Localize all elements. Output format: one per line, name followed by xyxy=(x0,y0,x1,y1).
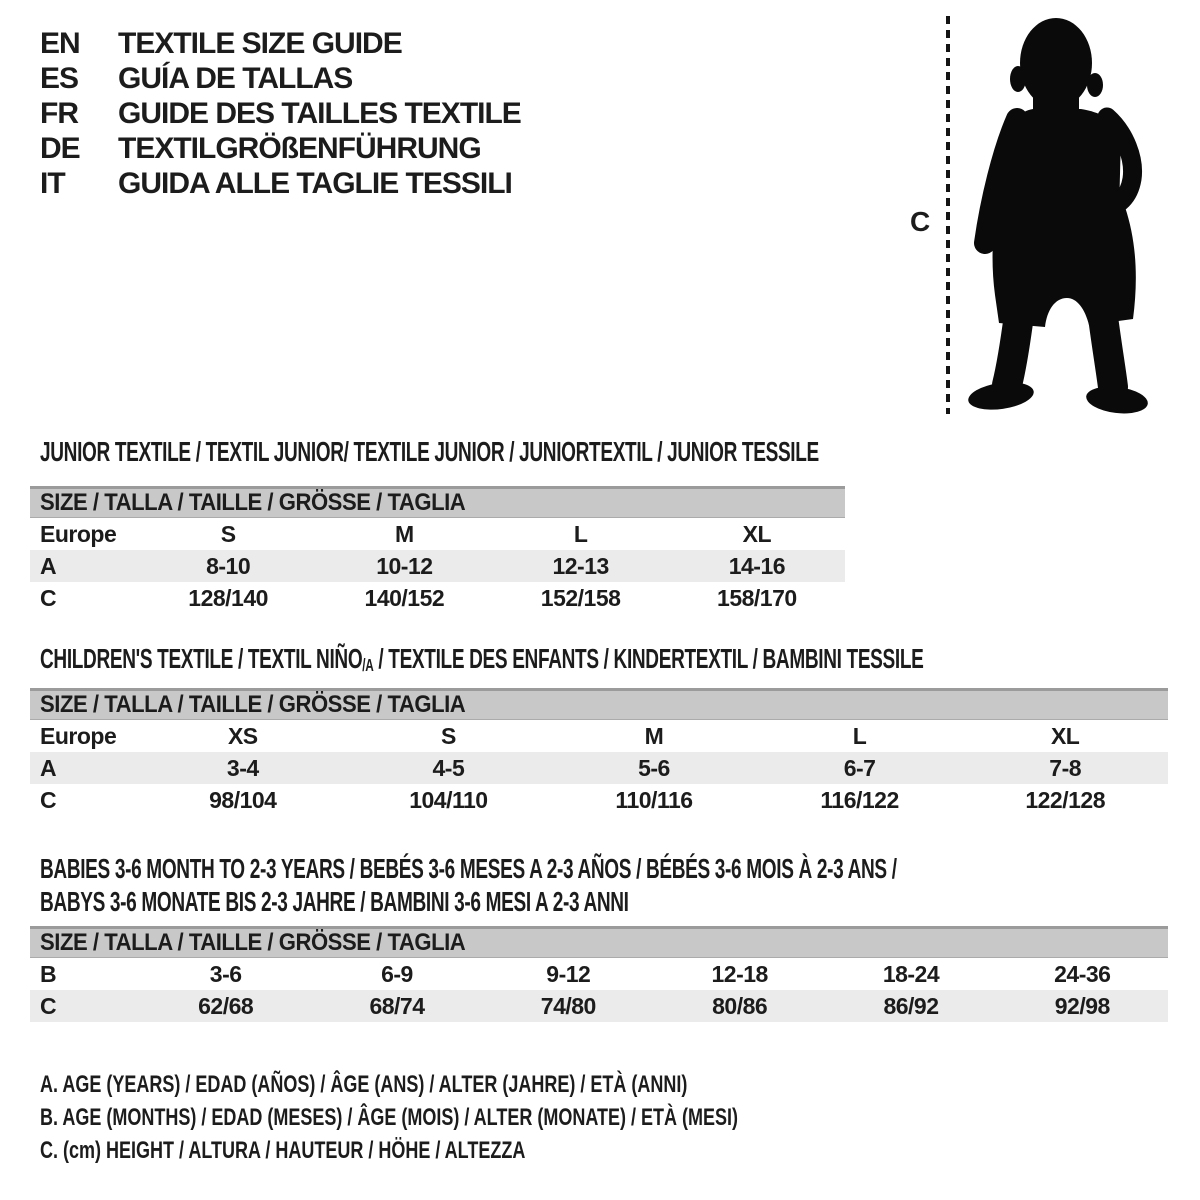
months-cell: 6-9 xyxy=(381,960,413,987)
age-cell: 3-4 xyxy=(226,754,259,781)
size-cell: M xyxy=(644,722,664,749)
table-row-age xyxy=(30,550,845,582)
age-cell: 14-16 xyxy=(728,552,786,579)
children-title-sub: /A xyxy=(362,655,374,676)
months-cell: 3-6 xyxy=(209,960,242,987)
height-cell: 80/86 xyxy=(712,992,768,1019)
babies-section-title xyxy=(40,852,1200,918)
legend-row-a xyxy=(40,1068,971,1101)
height-cell: 152/158 xyxy=(540,584,621,611)
months-cell: 18-24 xyxy=(882,960,940,987)
height-cell: 92/98 xyxy=(1054,992,1110,1019)
babies-size-table xyxy=(30,926,1168,1022)
height-measure-label: C xyxy=(910,206,931,237)
size-cell: M xyxy=(395,520,414,547)
height-cell: 158/170 xyxy=(717,584,797,611)
row-label: Europe xyxy=(40,520,117,547)
children-title-part2: / TEXTILE DES ENFANTS / KINDERTEXTIL / BAMBINI TESSILE xyxy=(373,643,924,674)
legend-text: A. AGE (YEARS) / EDAD (AÑOS) / ÂGE (ANS) / ALTER (JAHRE) / ETÀ (ANNI) xyxy=(40,1070,688,1098)
language-list xyxy=(40,26,521,201)
children-title-part1: CHILDREN'S TEXTILE / TEXTIL NIÑO xyxy=(40,643,363,674)
height-cell: 74/80 xyxy=(540,992,596,1019)
table-header xyxy=(30,486,845,518)
age-cell: 8-10 xyxy=(206,552,251,579)
babies-title-line2: BABYS 3-6 MONATE BIS 2-3 JAHRE / BAMBINI 3-6 MESI A 2-3 ANNI xyxy=(40,886,629,917)
months-cell: 9-12 xyxy=(546,960,591,987)
children-title-text xyxy=(40,645,924,679)
table-row-months xyxy=(30,958,1168,990)
language-row-de xyxy=(40,131,521,166)
size-cell: S xyxy=(440,722,456,749)
table-header-label: SIZE / TALLA / TAILLE / GRÖSSE / TAGLIA xyxy=(40,929,466,956)
height-cell: 68/74 xyxy=(369,992,425,1019)
language-title: TEXTILE SIZE GUIDE xyxy=(118,26,402,60)
table-row-height xyxy=(30,784,1168,816)
legend xyxy=(40,1068,971,1167)
age-cell: 7-8 xyxy=(1049,754,1082,781)
table-row-height xyxy=(30,990,1168,1022)
language-title: GUÍA DE TALLAS xyxy=(118,61,353,95)
height-cell: 110/116 xyxy=(615,786,693,813)
table-row-height xyxy=(30,582,845,614)
junior-section-title xyxy=(40,438,1185,466)
age-cell: 6-7 xyxy=(843,754,876,781)
age-cell: 4-5 xyxy=(432,754,465,781)
legend-row-b xyxy=(40,1101,971,1134)
language-row-it xyxy=(40,166,521,201)
row-label: C xyxy=(40,584,57,611)
table-row-europe xyxy=(30,720,1168,752)
language-row-en xyxy=(40,26,521,61)
age-cell: 10-12 xyxy=(376,552,433,579)
legend-text: C. (cm) HEIGHT / ALTURA / HAUTEUR / HÖHE / ALTEZZA xyxy=(40,1136,526,1164)
height-cell: 86/92 xyxy=(883,992,939,1019)
language-title: GUIDA ALLE TAGLIE TESSILI xyxy=(118,166,512,200)
row-label: B xyxy=(40,960,57,987)
months-cell: 12-18 xyxy=(711,960,768,987)
row-label: A xyxy=(40,754,57,781)
months-cell: 24-36 xyxy=(1054,960,1111,987)
language-row-es xyxy=(40,61,521,96)
table-row-europe xyxy=(30,518,845,550)
size-cell: XL xyxy=(742,520,772,547)
size-cell: XL xyxy=(1050,722,1080,749)
size-cell: L xyxy=(573,520,588,547)
row-label: A xyxy=(40,552,57,579)
junior-size-table xyxy=(30,486,845,614)
size-cell: XS xyxy=(227,722,258,749)
height-measure-dashed-line xyxy=(946,16,950,414)
language-code: EN xyxy=(40,26,80,60)
language-title: TEXTILGRÖßENFÜHRUNG xyxy=(118,131,481,165)
language-code: IT xyxy=(40,166,65,200)
size-cell: S xyxy=(220,520,236,547)
legend-row-c xyxy=(40,1134,971,1167)
toddler-silhouette-icon xyxy=(955,12,1167,414)
table-header-label: SIZE / TALLA / TAILLE / GRÖSSE / TAGLIA xyxy=(40,489,466,516)
height-cell: 140/152 xyxy=(364,584,445,611)
language-code: ES xyxy=(40,61,79,95)
language-code: FR xyxy=(40,96,78,130)
language-code: DE xyxy=(40,131,80,165)
table-header-label: SIZE / TALLA / TAILLE / GRÖSSE / TAGLIA xyxy=(40,691,466,718)
height-cell: 116/122 xyxy=(820,786,899,813)
table-header xyxy=(30,688,1168,720)
children-section-title xyxy=(40,645,1200,679)
size-cell: L xyxy=(852,722,867,749)
height-cell: 62/68 xyxy=(198,992,254,1019)
height-cell: 104/110 xyxy=(409,786,488,813)
row-label: Europe xyxy=(40,722,117,749)
table-row-age xyxy=(30,752,1168,784)
height-cell: 122/128 xyxy=(1025,786,1105,813)
language-title: GUIDE DES TAILLES TEXTILE xyxy=(118,96,521,130)
children-size-table xyxy=(30,688,1168,816)
table-header xyxy=(30,926,1168,958)
height-cell: 128/140 xyxy=(188,584,268,611)
age-cell: 12-13 xyxy=(552,552,609,579)
row-label: C xyxy=(40,786,57,813)
language-row-fr xyxy=(40,96,521,131)
babies-title-line1: BABIES 3-6 MONTH TO 2-3 YEARS / BEBÉS 3-6 MESES A 2-3 AÑOS / BÉBÉS 3-6 MOIS À 2-3 ANS / xyxy=(40,853,897,884)
row-label: C xyxy=(40,992,57,1019)
legend-text: B. AGE (MONTHS) / EDAD (MESES) / ÂGE (MOIS) / ALTER (MONATE) / ETÀ (MESI) xyxy=(40,1103,738,1131)
height-cell: 98/104 xyxy=(209,786,277,813)
age-cell: 5-6 xyxy=(638,754,670,781)
junior-title-text: JUNIOR TEXTILE / TEXTIL JUNIOR/ TEXTILE JUNIOR / JUNIORTEXTIL / JUNIOR TESSILE xyxy=(40,436,819,467)
